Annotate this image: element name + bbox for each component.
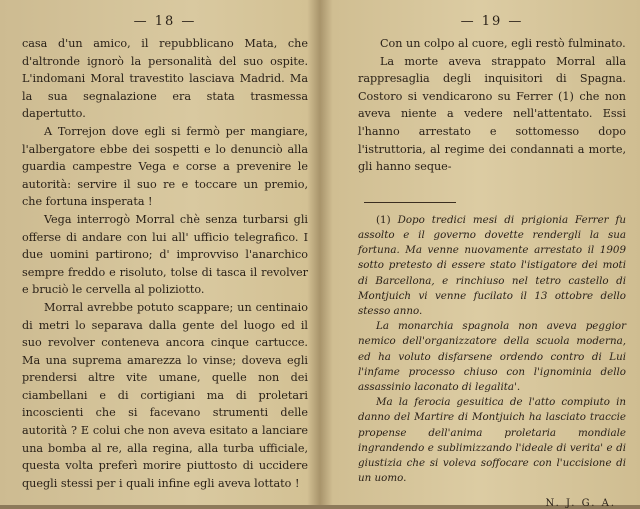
paragraph: Con un colpo al cuore, egli restò fulminato. (380, 37, 626, 50)
paragraph: Morral avrebbe potuto scappare; un centinaio di metri lo separava dalla gente del luogo ed il suo revolver conteneva ancora cinque cartucce. Ma una suprema amarezza lo vinse; doveva egli prendersi altre vite umane, quelle non dei ciambellani e di cortigiani ma di proletari incoscienti che si facevano strumenti delle autorità ? E colui che non aveva esitato a lanciare una bomba al re, alla regina, alla turba ufficiale, questa volta preferì morire piuttosto di uccidere quegli stessi per i quali infine egli aveva lottato ! (22, 300, 308, 490)
paragraph: Vega interrogò Morral chè senza turbarsi gli offerse di andare con lui all' ufficio telegrafico. I due uomini partirono; d' improvviso l'anarchico sempre freddo e risoluto, tolse di tasca il revolver e bruciò le cervella al poliziotto. (22, 212, 308, 297)
page-number: — 19 — (460, 14, 524, 29)
right-page-text (358, 35, 626, 176)
right-page (322, 0, 640, 509)
left-page (0, 0, 318, 505)
paragraph: casa d'un amico, il repubblicano Mata, che d'altronde ignorò la personalità del suo ospite. L'indomani Moral travestito lasciava Madrid. Ma la sua segnalazione era stata trasmessa dapertutto. (22, 37, 308, 121)
footnote-paragraph: La monarchia spagnola non aveva peggior nemico dell'organizzatore della scuola moderna, ed ha voluto disfarsene ordendo contro di Lui l'infame processo chiuso con l'ignominia dello assassinio laconato di legalita'. (358, 320, 626, 393)
footnote-paragraph (358, 213, 626, 319)
footnote (358, 213, 626, 487)
footnote-paragraph: Ma la ferocia gesuitica de l'atto compiuto in danno del Martire di Montjuich ha lasciato traccie propense dell'anima proletaria mondiale ingrandendo e sublimizzando l'ideale di verita' e di giustizia che si voleva soffocare con l'uccisione di un uomo. (358, 396, 626, 485)
left-page-text (22, 35, 308, 492)
footnote-divider (364, 202, 456, 203)
paragraph: La morte aveva strappato Morral alla rappresaglia degli inquisitori di Spagna. Costoro si vendicarono su Ferrer (1) che non aveva niente a vedere nell'attentato. Essi l'hanno arrestato e sottomesso dopo l'istruttoria, al regime dei condannati a morte, gli hanno seque- (358, 54, 626, 174)
page-number: — 18 — (133, 14, 197, 29)
paragraph: A Torrejon dove egli si fermò per mangiare, l'albergatore ebbe dei sospetti e lo denunciò alla guardia campestre Vega e corse a prevenire le autorità: servire il suo re e toccare un premio, che fortuna insperata ! (22, 124, 308, 209)
footnote-text: Dopo tredici mesi di prigionia Ferrer fu assolto e il governo dovette rendergli la sua fortuna. Ma venne nuovamente arrestato il 1909 sotto pretesto di essere stato l'istigatore dei moti di Barcellona, e rinchiuso nel tetro castello di Montjuich vi venne fucilato il 13 ottobre dello stesso anno. (358, 213, 627, 317)
footnote-marker: (1) (376, 213, 391, 226)
signature: N. J. G. A. (545, 498, 616, 509)
